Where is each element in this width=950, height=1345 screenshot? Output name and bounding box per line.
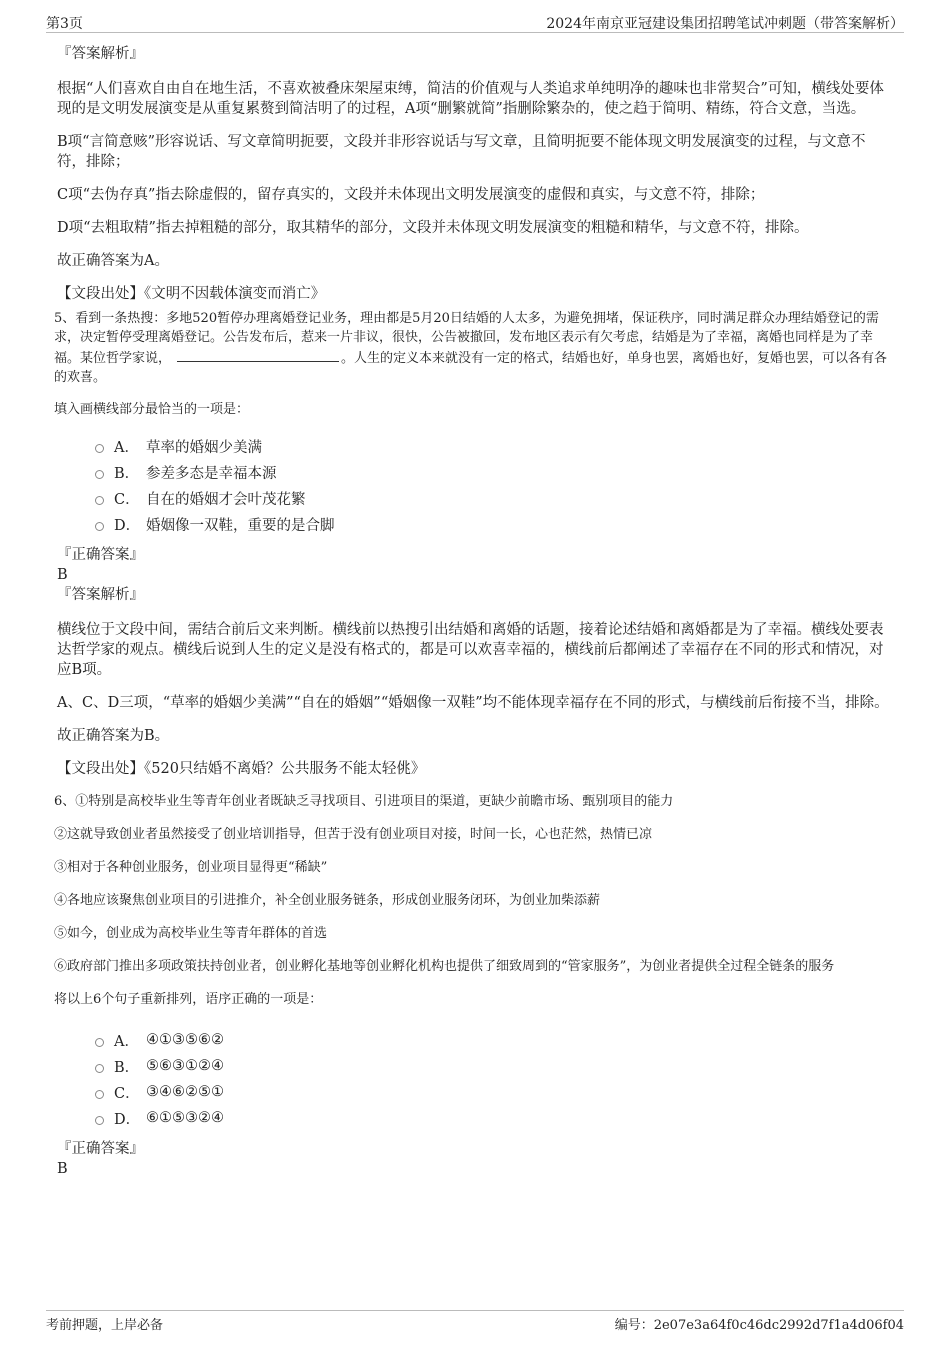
- document-title: 2024年南京亚冠建设集团招聘笔试冲刺题（带答案解析）: [546, 16, 904, 32]
- q6-options: [95, 1027, 893, 1131]
- radio-icon[interactable]: [95, 1038, 104, 1047]
- source-title: 《520只结婚不离婚？公共服务不能太轻佻》: [144, 761, 426, 777]
- radio-icon[interactable]: [95, 444, 104, 453]
- q6-sentence-2: ②这就导致创业者虽然接受了创业培训指导，但苦于没有创业项目对接，时间一长，心也茫然，热情已凉: [54, 827, 653, 842]
- q6-sentence-4: ④各地应该聚焦创业项目的引进推介，补全创业服务链条，形成创业服务闭环，为创业加柴添薪: [54, 893, 601, 908]
- q4-analysis-p3: C项“去伪存真”指去除虚假的，留存真实的，文段并未体现出文明发展演变的虚假和真实，与文意不符，排除；: [57, 187, 765, 203]
- q5-stem-before: 5、看到一条热搜：多地520暂停办理离婚登记业务，理由都是5月20日结婚的人太多，为避免拥堵，保证秩序，同时满足群众办理结婚登记的需求，决定暂停受理离婚登记。公告发布后，惹来一片非议，很快，公告被撤回，发布地区表示有欠考虑，结婚是为了幸福，离婚也同样是为了幸福。某位哲学家说，: [54, 311, 879, 366]
- q6-option-d[interactable]: D． ⑥①⑤③②④: [95, 1105, 893, 1131]
- footer-slogan: 考前押题，上岸必备: [46, 1318, 164, 1333]
- footer-divider: [46, 1310, 904, 1311]
- q5-analysis-p2: A、C、D三项，“草率的婚姻少美满”“自在的婚姻”“婚姻像一双鞋”均不能体现幸福存在不同的形式，与横线前后衔接不当，排除。: [57, 695, 889, 711]
- q4-conclusion: 故正确答案为A。: [57, 253, 169, 269]
- q5-source: [57, 759, 893, 779]
- q6-option-b[interactable]: B． ⑤⑥③①②④: [95, 1053, 893, 1079]
- q6-answer: B: [57, 1161, 68, 1177]
- radio-icon[interactable]: [95, 1116, 104, 1125]
- correct-answer-label: 『正确答案』: [57, 547, 144, 563]
- analysis-label: 『答案解析』: [57, 46, 144, 62]
- q5-option-b[interactable]: B． 参差多态是幸福本源: [95, 459, 893, 485]
- radio-icon[interactable]: [95, 522, 104, 531]
- radio-icon[interactable]: [95, 1064, 104, 1073]
- source-label: 【文段出处】: [57, 286, 144, 302]
- q5-option-a[interactable]: A． 草率的婚姻少美满: [95, 433, 893, 459]
- q6-option-c[interactable]: C． ③④⑥②⑤①: [95, 1079, 893, 1105]
- q4-analysis-p4: D项“去粗取精”指去掉粗糙的部分，取其精华的部分，文段并未体现文明发展演变的粗糙和精华，与文意不符，排除。: [57, 220, 809, 236]
- q5-stem: [54, 309, 893, 387]
- q6-sentence-6: ⑥政府部门推出多项政策扶持创业者，创业孵化基地等创业孵化机构也提供了细致周到的“管家服务”，为创业者提供全过程全链条的服务: [54, 959, 835, 974]
- q5-analysis-p1: 横线位于文段中间，需结合前后文来判断。横线前以热搜引出结婚和离婚的话题，接着论述结婚和离婚都是为了幸福。横线处要表达哲学家的观点。横线后说到人生的定义是没有格式的，都是可以欢喜幸福的，横线前后都阐述了幸福存在不同的形式和情况，对应B项。: [57, 622, 884, 678]
- q5-stem-after: 。人生的定义本来就没有一定的格式，结婚也好，单身也罢，离婚也好，复婚也罢，可以各有各的欢喜。: [54, 351, 888, 385]
- analysis-label: 『答案解析』: [57, 587, 144, 603]
- q4-analysis-p2: B项“言简意赅”形容说话、写文章简明扼要，文段并非形容说话与写文章，且简明扼要不能体现文明发展演变的过程，与文意不符，排除；: [57, 134, 866, 170]
- content: [54, 44, 893, 1179]
- q5-prompt: 填入画横线部分最恰当的一项是：: [54, 402, 250, 417]
- correct-answer-label: 『正确答案』: [57, 1141, 144, 1157]
- q5-option-c[interactable]: C． 自在的婚姻才会叶茂花繁: [95, 485, 893, 511]
- q6-sentence-3: ③相对于各种创业服务，创业项目显得更“稀缺”: [54, 860, 328, 875]
- fill-blank: [177, 347, 339, 362]
- q4-analysis-p1: 根据“人们喜欢自由自在地生活，不喜欢被叠床架屋束缚，简洁的价值观与人类追求单纯明净的趣味也非常契合”可知，横线处要体现的是文明发展演变是从重复累赘到简洁明了的过程，A项“删繁就简”指删除繁杂的，使之趋于简明、精练，符合文意，当选。: [57, 81, 884, 117]
- q6-prompt: 将以上6个句子重新排列，语序正确的一项是：: [54, 992, 323, 1007]
- header-divider: [46, 32, 904, 33]
- radio-icon[interactable]: [95, 1090, 104, 1099]
- source-label: 【文段出处】: [57, 761, 144, 777]
- q6-option-a[interactable]: A． ④①③⑤⑥②: [95, 1027, 893, 1053]
- q6-sentence-5: ⑤如今，创业成为高校毕业生等青年群体的首选: [54, 926, 328, 941]
- q5-conclusion: 故正确答案为B。: [57, 728, 170, 744]
- q5-answer: B: [57, 567, 68, 583]
- source-title: 《文明不因载体演变而消亡》: [144, 286, 326, 302]
- document-code: 编号：2e07e3a64f0c46dc2992d7f1a4d06f04: [614, 1318, 904, 1333]
- q6-sentence-1: 6、①特别是高校毕业生等青年创业者既缺乏寻找项目、引进项目的渠道，更缺少前瞻市场、甄别项目的能力: [54, 794, 674, 809]
- radio-icon[interactable]: [95, 470, 104, 479]
- radio-icon[interactable]: [95, 496, 104, 505]
- q5-option-d[interactable]: D． 婚姻像一双鞋，重要的是合脚: [95, 511, 893, 537]
- page-number: 第3页: [46, 16, 83, 32]
- q4-source: [57, 284, 893, 304]
- q5-options: [95, 433, 893, 537]
